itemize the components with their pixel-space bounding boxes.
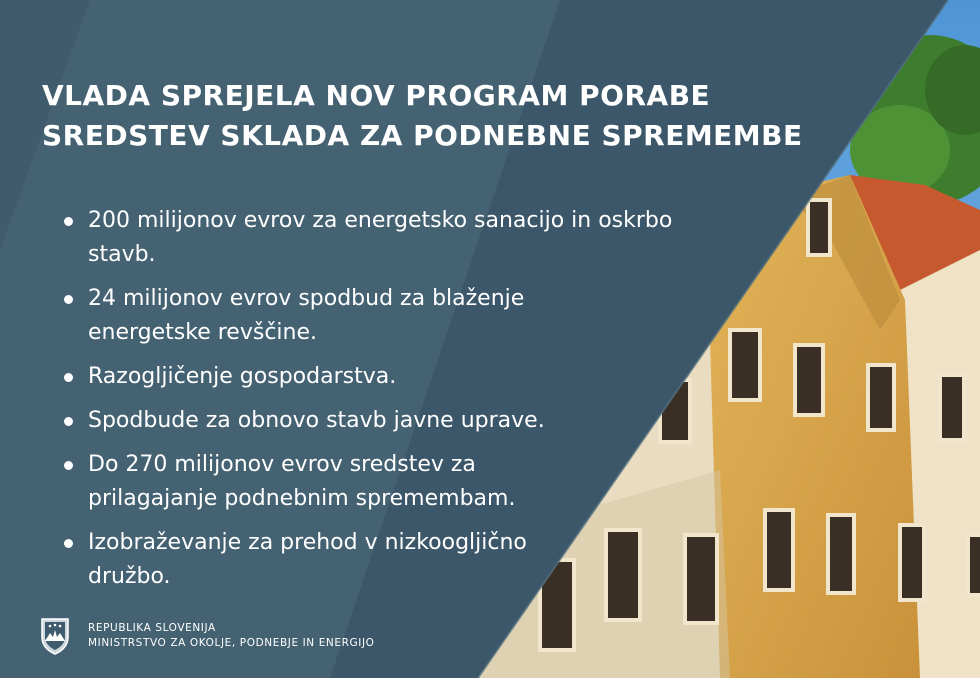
headline-line-2: SREDSTEV SKLADA ZA PODNEBNE SPREMEMBE — [42, 119, 803, 152]
list-item: 24 milijonov evrov spodbud za blaženje energetske revščine. — [62, 282, 712, 350]
ministry-footer — [40, 616, 375, 656]
footer-line-2: MINISTRSTVO ZA OKOLJE, PODNEBJE IN ENERGIJO — [88, 637, 375, 649]
bullet-dot-icon — [64, 217, 73, 226]
headline-line-1: VLADA SPREJELA NOV PROGRAM PORABE — [42, 79, 711, 112]
list-item: Spodbude za obnovo stavb javne uprave. — [62, 404, 712, 438]
list-item: Razogljičenje gospodarstva. — [62, 360, 712, 394]
list-item: 200 milijonov evrov za energetsko sanacijo in oskrbo stavb. — [62, 204, 712, 272]
bullet-dot-icon — [64, 295, 73, 304]
footer-line-1: REPUBLIKA SLOVENIJA — [88, 622, 216, 634]
bullet-dot-icon — [64, 539, 73, 548]
ministry-name — [88, 621, 375, 651]
list-item: Do 270 milijonov evrov sredstev za prilagajanje podnebnim spremembam. — [62, 448, 712, 516]
bullet-list — [62, 204, 712, 604]
headline — [42, 76, 842, 156]
bullet-dot-icon — [64, 417, 73, 426]
bullet-dot-icon — [64, 461, 73, 470]
slovenia-coat-of-arms-icon — [40, 617, 70, 655]
list-item: Izobraževanje za prehod v nizkoogljično družbo. — [62, 526, 712, 594]
bullet-dot-icon — [64, 373, 73, 382]
